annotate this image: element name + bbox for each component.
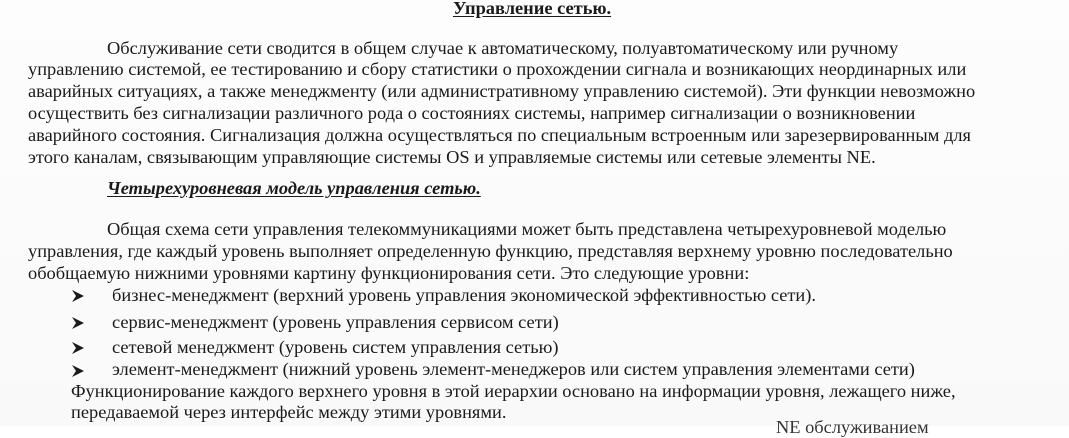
paragraph2-line-1: Общая схема сети управления телекоммуникациями может быть представлена четырехуровневой моделью <box>107 219 947 239</box>
paragraph2-line-3: обобщаемую нижними уровнями картину функционирования сети. Это следующие уровни: <box>28 263 750 283</box>
paragraph1-line-6: этого каналам, связывающим управляющие системы OS и управляемые системы или сетевые элементы NE. <box>28 147 876 167</box>
section-subtitle: Четырехуровневая модель управления сетью. <box>107 178 481 198</box>
paragraph2-line-2: управления, где каждый уровень выполняет определенную функцию, представляя верхнему уровню последовательно <box>28 241 953 261</box>
arrowhead-bullet-icon <box>71 289 85 303</box>
paragraph3-line-1: Функционирование каждого верхнего уровня в этой иерархии основано на информации уровня, лежащего ниже, <box>71 381 956 401</box>
arrowhead-bullet-icon <box>71 316 85 330</box>
arrowhead-bullet-icon <box>71 341 85 355</box>
level-item-3: сетевой менеджмент (уровень систем управления сетью) <box>112 337 559 357</box>
cutoff-text-fragment: NE обслуживанием <box>776 417 929 437</box>
paragraph1-line-3: аварийных ситуациях, а также менеджменту (или административному управлению системой). Эти функции невозможно <box>28 81 976 101</box>
paragraph1-line-1: Обслуживание сети сводится в общем случае к автоматическому, полуавтоматическому или ручному <box>107 38 899 58</box>
paragraph3-line-2: передаваемой через интерфейс между этими уровнями. <box>71 402 507 422</box>
level-item-2: сервис-менеджмент (уровень управления сервисом сети) <box>112 312 559 332</box>
arrowhead-bullet-icon <box>71 364 85 378</box>
paragraph1-line-5: аварийного состояния. Сигнализация должна осуществляться по специальным встроенным или зарезервированным для <box>28 125 971 145</box>
paragraph1-line-2: управлению системой, ее тестированию и сбору статистики о прохождении сигнала и возникающих неординарных или <box>28 59 967 79</box>
page-title: Управление сетью. <box>453 0 612 18</box>
paragraph1-line-4: осуществить без сигнализации различного рода о состояниях системы, например сигнализации о возникновении <box>28 103 916 123</box>
level-item-4: элемент-менеджмент (нижний уровень элемент-менеджеров или систем управления элементами сети) <box>112 359 915 379</box>
level-item-1: бизнес-менеджмент (верхний уровень управления экономической эффективностью сети). <box>112 285 816 305</box>
